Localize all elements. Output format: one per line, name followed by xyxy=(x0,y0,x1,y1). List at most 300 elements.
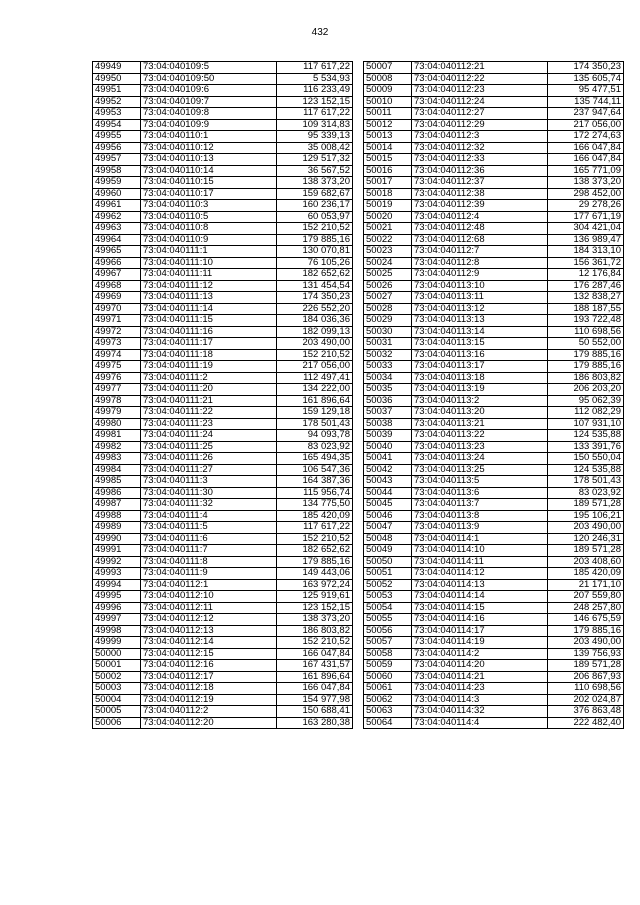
cell-row-number: 49957 xyxy=(93,154,141,166)
cell-cadastral-number: 73:04:040113:14 xyxy=(412,326,548,338)
cell-cadastral-number: 73:04:040114:2 xyxy=(412,648,548,660)
cell-cadastral-number: 73:04:040112:15 xyxy=(141,648,277,660)
cell-row-number: 49992 xyxy=(93,556,141,568)
cell-cadastral-number: 73:04:040113:19 xyxy=(412,384,548,396)
table-row xyxy=(93,591,353,603)
cell-cadastral-number: 73:04:040113:24 xyxy=(412,453,548,465)
cell-cadastral-number: 73:04:040113:2 xyxy=(412,395,548,407)
cell-cadastral-number: 73:04:040109:8 xyxy=(141,108,277,120)
cell-value: 159 682,67 xyxy=(277,188,353,200)
cell-cadastral-number: 73:04:040111:8 xyxy=(141,556,277,568)
cell-cadastral-number: 73:04:040112:11 xyxy=(141,602,277,614)
cell-value: 146 675,59 xyxy=(548,614,624,626)
cell-value: 164 387,36 xyxy=(277,476,353,488)
cell-cadastral-number: 73:04:040112:2 xyxy=(141,706,277,718)
table-row xyxy=(364,407,624,419)
cell-cadastral-number: 73:04:040112:37 xyxy=(412,177,548,189)
cell-row-number: 50052 xyxy=(364,579,412,591)
table-row xyxy=(93,533,353,545)
right-table xyxy=(363,61,624,729)
table-row xyxy=(364,556,624,568)
cell-cadastral-number: 73:04:040112:7 xyxy=(412,246,548,258)
table-row xyxy=(93,119,353,131)
cell-value: 83 023,92 xyxy=(277,441,353,453)
cell-value: 166 047,84 xyxy=(277,683,353,695)
cell-value: 156 361,72 xyxy=(548,257,624,269)
table-row xyxy=(364,660,624,672)
cell-row-number: 49953 xyxy=(93,108,141,120)
cell-value: 117 617,22 xyxy=(277,62,353,74)
table-row xyxy=(364,165,624,177)
cell-value: 136 989,47 xyxy=(548,234,624,246)
table-row xyxy=(93,73,353,85)
table-row xyxy=(364,545,624,557)
cell-cadastral-number: 73:04:040110:9 xyxy=(141,234,277,246)
cell-cadastral-number: 73:04:040111:24 xyxy=(141,430,277,442)
cell-value: 21 171,10 xyxy=(548,579,624,591)
cell-cadastral-number: 73:04:040112:12 xyxy=(141,614,277,626)
cell-row-number: 50010 xyxy=(364,96,412,108)
cell-row-number: 50026 xyxy=(364,280,412,292)
cell-cadastral-number: 73:04:040112:14 xyxy=(141,637,277,649)
cell-cadastral-number: 73:04:040113:15 xyxy=(412,338,548,350)
cell-row-number: 50044 xyxy=(364,487,412,499)
cell-cadastral-number: 73:04:040114:12 xyxy=(412,568,548,580)
cell-value: 135 744,11 xyxy=(548,96,624,108)
cell-value: 184 313,10 xyxy=(548,246,624,258)
cell-row-number: 49959 xyxy=(93,177,141,189)
table-row xyxy=(93,269,353,281)
cell-row-number: 50058 xyxy=(364,648,412,660)
cell-cadastral-number: 73:04:040110:15 xyxy=(141,177,277,189)
cell-cadastral-number: 73:04:040112:20 xyxy=(141,717,277,729)
cell-value: 112 082,29 xyxy=(548,407,624,419)
cell-row-number: 50051 xyxy=(364,568,412,580)
table-row xyxy=(93,108,353,120)
cell-cadastral-number: 73:04:040112:32 xyxy=(412,142,548,154)
cell-row-number: 49998 xyxy=(93,625,141,637)
cell-row-number: 49965 xyxy=(93,246,141,258)
cell-row-number: 49962 xyxy=(93,211,141,223)
cell-cadastral-number: 73:04:040111:22 xyxy=(141,407,277,419)
cell-row-number: 50000 xyxy=(93,648,141,660)
cell-value: 376 863,48 xyxy=(548,706,624,718)
cell-row-number: 49979 xyxy=(93,407,141,419)
cell-row-number: 49976 xyxy=(93,372,141,384)
cell-row-number: 49986 xyxy=(93,487,141,499)
cell-cadastral-number: 73:04:040112:27 xyxy=(412,108,548,120)
cell-cadastral-number: 73:04:040109:7 xyxy=(141,96,277,108)
cell-row-number: 49967 xyxy=(93,269,141,281)
table-row xyxy=(364,384,624,396)
cell-value: 188 187,55 xyxy=(548,303,624,315)
cell-row-number: 49974 xyxy=(93,349,141,361)
cell-value: 179 885,16 xyxy=(548,625,624,637)
cell-value: 95 062,39 xyxy=(548,395,624,407)
cell-cadastral-number: 73:04:040113:25 xyxy=(412,464,548,476)
cell-row-number: 50033 xyxy=(364,361,412,373)
cell-cadastral-number: 73:04:040113:21 xyxy=(412,418,548,430)
cell-cadastral-number: 73:04:040113:6 xyxy=(412,487,548,499)
cell-value: 174 350,23 xyxy=(548,62,624,74)
cell-value: 150 688,41 xyxy=(277,706,353,718)
cell-cadastral-number: 73:04:040111:18 xyxy=(141,349,277,361)
cell-row-number: 50007 xyxy=(364,62,412,74)
cell-row-number: 50043 xyxy=(364,476,412,488)
cell-row-number: 50059 xyxy=(364,660,412,672)
cell-row-number: 50015 xyxy=(364,154,412,166)
cell-value: 193 722,48 xyxy=(548,315,624,327)
table-row xyxy=(93,177,353,189)
cell-cadastral-number: 73:04:040111:6 xyxy=(141,533,277,545)
right-table-body xyxy=(364,62,624,729)
cell-value: 172 274,63 xyxy=(548,131,624,143)
cell-row-number: 50019 xyxy=(364,200,412,212)
cell-value: 150 550,04 xyxy=(548,453,624,465)
table-row xyxy=(364,568,624,580)
table-row xyxy=(93,464,353,476)
cell-row-number: 49984 xyxy=(93,464,141,476)
cell-cadastral-number: 73:04:040112:13 xyxy=(141,625,277,637)
cell-value: 135 605,74 xyxy=(548,73,624,85)
table-row xyxy=(364,637,624,649)
table-row xyxy=(364,96,624,108)
cell-row-number: 50045 xyxy=(364,499,412,511)
cell-cadastral-number: 73:04:040112:21 xyxy=(412,62,548,74)
table-row xyxy=(364,177,624,189)
cell-cadastral-number: 73:04:040114:13 xyxy=(412,579,548,591)
cell-cadastral-number: 73:04:040113:10 xyxy=(412,280,548,292)
cell-value: 120 246,31 xyxy=(548,533,624,545)
cell-row-number: 50056 xyxy=(364,625,412,637)
table-row xyxy=(93,568,353,580)
cell-row-number: 49980 xyxy=(93,418,141,430)
cell-row-number: 50027 xyxy=(364,292,412,304)
cell-row-number: 49971 xyxy=(93,315,141,327)
page-number: 432 xyxy=(311,27,329,38)
cell-value: 152 210,52 xyxy=(277,349,353,361)
table-row xyxy=(364,453,624,465)
table-row xyxy=(93,303,353,315)
table-row xyxy=(93,211,353,223)
cell-cadastral-number: 73:04:040111:32 xyxy=(141,499,277,511)
cell-row-number: 50057 xyxy=(364,637,412,649)
cell-value: 124 535,88 xyxy=(548,430,624,442)
table-row xyxy=(93,476,353,488)
table-row xyxy=(93,395,353,407)
cell-cadastral-number: 73:04:040113:11 xyxy=(412,292,548,304)
cell-cadastral-number: 73:04:040112:16 xyxy=(141,660,277,672)
cell-cadastral-number: 73:04:040111:12 xyxy=(141,280,277,292)
table-row xyxy=(364,142,624,154)
cell-cadastral-number: 73:04:040111:7 xyxy=(141,545,277,557)
cell-row-number: 50028 xyxy=(364,303,412,315)
cell-value: 203 408,60 xyxy=(548,556,624,568)
table-row xyxy=(364,188,624,200)
table-row xyxy=(364,108,624,120)
cell-value: 149 443,06 xyxy=(277,568,353,580)
cell-value: 166 047,84 xyxy=(548,154,624,166)
cell-cadastral-number: 73:04:040112:9 xyxy=(412,269,548,281)
cell-cadastral-number: 73:04:040110:8 xyxy=(141,223,277,235)
cell-cadastral-number: 73:04:040113:16 xyxy=(412,349,548,361)
cell-cadastral-number: 73:04:040112:18 xyxy=(141,683,277,695)
table-row xyxy=(364,372,624,384)
cell-row-number: 50055 xyxy=(364,614,412,626)
cell-value: 185 420,09 xyxy=(548,568,624,580)
cell-cadastral-number: 73:04:040112:3 xyxy=(412,131,548,143)
cell-value: 109 314,83 xyxy=(277,119,353,131)
cell-row-number: 50008 xyxy=(364,73,412,85)
table-row xyxy=(364,62,624,74)
table-row xyxy=(93,315,353,327)
cell-cadastral-number: 73:04:040111:19 xyxy=(141,361,277,373)
table-row xyxy=(364,487,624,499)
cell-row-number: 50035 xyxy=(364,384,412,396)
cell-cadastral-number: 73:04:040112:23 xyxy=(412,85,548,97)
table-row xyxy=(93,694,353,706)
cell-value: 106 547,36 xyxy=(277,464,353,476)
cell-value: 186 803,82 xyxy=(277,625,353,637)
cell-row-number: 49973 xyxy=(93,338,141,350)
table-row xyxy=(364,85,624,97)
table-row xyxy=(364,533,624,545)
cell-value: 178 501,43 xyxy=(277,418,353,430)
cell-value: 167 431,57 xyxy=(277,660,353,672)
table-row xyxy=(93,579,353,591)
cell-row-number: 50004 xyxy=(93,694,141,706)
cell-cadastral-number: 73:04:040114:20 xyxy=(412,660,548,672)
cell-value: 195 106,21 xyxy=(548,510,624,522)
cell-cadastral-number: 73:04:040114:4 xyxy=(412,717,548,729)
cell-cadastral-number: 73:04:040114:10 xyxy=(412,545,548,557)
table-row xyxy=(93,142,353,154)
table-row xyxy=(364,625,624,637)
table-row xyxy=(364,326,624,338)
cell-value: 207 559,80 xyxy=(548,591,624,603)
cell-row-number: 50032 xyxy=(364,349,412,361)
cell-row-number: 50025 xyxy=(364,269,412,281)
table-row xyxy=(93,648,353,660)
cell-cadastral-number: 73:04:040111:5 xyxy=(141,522,277,534)
cell-cadastral-number: 73:04:040112:48 xyxy=(412,223,548,235)
cell-value: 298 452,00 xyxy=(548,188,624,200)
cell-row-number: 49988 xyxy=(93,510,141,522)
cell-cadastral-number: 73:04:040112:19 xyxy=(141,694,277,706)
table-row xyxy=(364,154,624,166)
cell-row-number: 49993 xyxy=(93,568,141,580)
cell-row-number: 50003 xyxy=(93,683,141,695)
cell-value: 132 838,27 xyxy=(548,292,624,304)
cell-value: 182 099,13 xyxy=(277,326,353,338)
cell-cadastral-number: 73:04:040112:29 xyxy=(412,119,548,131)
table-row xyxy=(93,453,353,465)
table-row xyxy=(364,223,624,235)
table-row xyxy=(93,154,353,166)
table-row xyxy=(93,188,353,200)
cell-cadastral-number: 73:04:040112:38 xyxy=(412,188,548,200)
cell-cadastral-number: 73:04:040114:14 xyxy=(412,591,548,603)
cell-cadastral-number: 73:04:040110:5 xyxy=(141,211,277,223)
cell-cadastral-number: 73:04:040112:17 xyxy=(141,671,277,683)
cell-row-number: 49954 xyxy=(93,119,141,131)
table-row xyxy=(93,637,353,649)
cell-cadastral-number: 73:04:040113:9 xyxy=(412,522,548,534)
cell-value: 134 775,50 xyxy=(277,499,353,511)
cell-row-number: 49996 xyxy=(93,602,141,614)
table-row xyxy=(364,614,624,626)
cell-row-number: 50017 xyxy=(364,177,412,189)
table-row xyxy=(93,384,353,396)
table-row xyxy=(364,694,624,706)
cell-cadastral-number: 73:04:040113:5 xyxy=(412,476,548,488)
cell-row-number: 50005 xyxy=(93,706,141,718)
cell-row-number: 50021 xyxy=(364,223,412,235)
table-row xyxy=(93,131,353,143)
cell-value: 154 977,98 xyxy=(277,694,353,706)
cell-value: 152 210,52 xyxy=(277,223,353,235)
cell-row-number: 49985 xyxy=(93,476,141,488)
cell-row-number: 49966 xyxy=(93,257,141,269)
cell-cadastral-number: 73:04:040109:9 xyxy=(141,119,277,131)
table-row xyxy=(364,361,624,373)
cell-cadastral-number: 73:04:040111:27 xyxy=(141,464,277,476)
table-row xyxy=(364,602,624,614)
cell-cadastral-number: 73:04:040111:1 xyxy=(141,246,277,258)
cell-value: 134 222,00 xyxy=(277,384,353,396)
cell-value: 138 373,20 xyxy=(548,177,624,189)
cell-cadastral-number: 73:04:040111:15 xyxy=(141,315,277,327)
cell-row-number: 50036 xyxy=(364,395,412,407)
cell-value: 116 233,49 xyxy=(277,85,353,97)
cell-value: 176 287,46 xyxy=(548,280,624,292)
cell-row-number: 49997 xyxy=(93,614,141,626)
cell-value: 130 070,81 xyxy=(277,246,353,258)
cell-value: 35 008,42 xyxy=(277,142,353,154)
cell-row-number: 49990 xyxy=(93,533,141,545)
cell-value: 117 617,22 xyxy=(277,522,353,534)
cell-row-number: 50020 xyxy=(364,211,412,223)
cell-cadastral-number: 73:04:040112:68 xyxy=(412,234,548,246)
cell-cadastral-number: 73:04:040112:4 xyxy=(412,211,548,223)
cell-cadastral-number: 73:04:040113:20 xyxy=(412,407,548,419)
table-row xyxy=(93,246,353,258)
cell-row-number: 50048 xyxy=(364,533,412,545)
cell-value: 83 023,92 xyxy=(548,487,624,499)
table-row xyxy=(364,717,624,729)
cell-value: 304 421,04 xyxy=(548,223,624,235)
cell-row-number: 50039 xyxy=(364,430,412,442)
cell-cadastral-number: 73:04:040112:8 xyxy=(412,257,548,269)
table-row xyxy=(364,430,624,442)
cell-row-number: 50031 xyxy=(364,338,412,350)
cell-cadastral-number: 73:04:040114:23 xyxy=(412,683,548,695)
cell-value: 178 501,43 xyxy=(548,476,624,488)
cell-cadastral-number: 73:04:040112:39 xyxy=(412,200,548,212)
cell-cadastral-number: 73:04:040113:22 xyxy=(412,430,548,442)
cell-row-number: 50037 xyxy=(364,407,412,419)
table-row xyxy=(93,349,353,361)
cell-value: 179 885,16 xyxy=(548,349,624,361)
cell-cadastral-number: 73:04:040111:30 xyxy=(141,487,277,499)
table-row xyxy=(93,280,353,292)
cell-cadastral-number: 73:04:040111:11 xyxy=(141,269,277,281)
cell-value: 107 931,10 xyxy=(548,418,624,430)
cell-cadastral-number: 73:04:040111:23 xyxy=(141,418,277,430)
cell-value: 12 176,84 xyxy=(548,269,624,281)
table-row xyxy=(364,395,624,407)
table-row xyxy=(93,545,353,557)
cell-row-number: 50038 xyxy=(364,418,412,430)
table-row xyxy=(93,602,353,614)
cell-value: 160 236,17 xyxy=(277,200,353,212)
cell-row-number: 50013 xyxy=(364,131,412,143)
cell-row-number: 50018 xyxy=(364,188,412,200)
cell-row-number: 50063 xyxy=(364,706,412,718)
table-row xyxy=(93,510,353,522)
cell-row-number: 49969 xyxy=(93,292,141,304)
cell-value: 124 535,88 xyxy=(548,464,624,476)
cell-cadastral-number: 73:04:040114:32 xyxy=(412,706,548,718)
table-row xyxy=(364,441,624,453)
cell-row-number: 49950 xyxy=(93,73,141,85)
cell-row-number: 49958 xyxy=(93,165,141,177)
table-row xyxy=(364,349,624,361)
cell-row-number: 49952 xyxy=(93,96,141,108)
cell-value: 165 771,09 xyxy=(548,165,624,177)
cell-value: 110 698,56 xyxy=(548,683,624,695)
table-row xyxy=(364,579,624,591)
cell-value: 139 756,93 xyxy=(548,648,624,660)
cell-value: 184 036,36 xyxy=(277,315,353,327)
cell-value: 129 517,32 xyxy=(277,154,353,166)
table-row xyxy=(93,257,353,269)
cell-cadastral-number: 73:04:040113:7 xyxy=(412,499,548,511)
cell-value: 133 391,76 xyxy=(548,441,624,453)
cell-value: 163 972,24 xyxy=(277,579,353,591)
cell-row-number: 50050 xyxy=(364,556,412,568)
cell-cadastral-number: 73:04:040114:21 xyxy=(412,671,548,683)
cell-cadastral-number: 73:04:040111:14 xyxy=(141,303,277,315)
cell-cadastral-number: 73:04:040114:3 xyxy=(412,694,548,706)
table-row xyxy=(364,683,624,695)
cell-value: 117 617,22 xyxy=(277,108,353,120)
cell-cadastral-number: 73:04:040111:20 xyxy=(141,384,277,396)
cell-cadastral-number: 73:04:040111:10 xyxy=(141,257,277,269)
cell-row-number: 49978 xyxy=(93,395,141,407)
cell-row-number: 50054 xyxy=(364,602,412,614)
table-row xyxy=(364,510,624,522)
cell-cadastral-number: 73:04:040110:17 xyxy=(141,188,277,200)
cell-value: 217 056,00 xyxy=(277,361,353,373)
table-row xyxy=(364,464,624,476)
cell-value: 152 210,52 xyxy=(277,533,353,545)
cell-cadastral-number: 73:04:040111:13 xyxy=(141,292,277,304)
cell-value: 161 896,64 xyxy=(277,671,353,683)
cell-row-number: 49991 xyxy=(93,545,141,557)
cell-row-number: 49963 xyxy=(93,223,141,235)
cell-cadastral-number: 73:04:040112:1 xyxy=(141,579,277,591)
cell-cadastral-number: 73:04:040111:26 xyxy=(141,453,277,465)
table-row xyxy=(364,522,624,534)
table-row xyxy=(364,280,624,292)
table-row xyxy=(93,418,353,430)
cell-value: 166 047,84 xyxy=(277,648,353,660)
cell-value: 152 210,52 xyxy=(277,637,353,649)
table-row xyxy=(93,200,353,212)
cell-row-number: 49995 xyxy=(93,591,141,603)
cell-cadastral-number: 73:04:040112:22 xyxy=(412,73,548,85)
